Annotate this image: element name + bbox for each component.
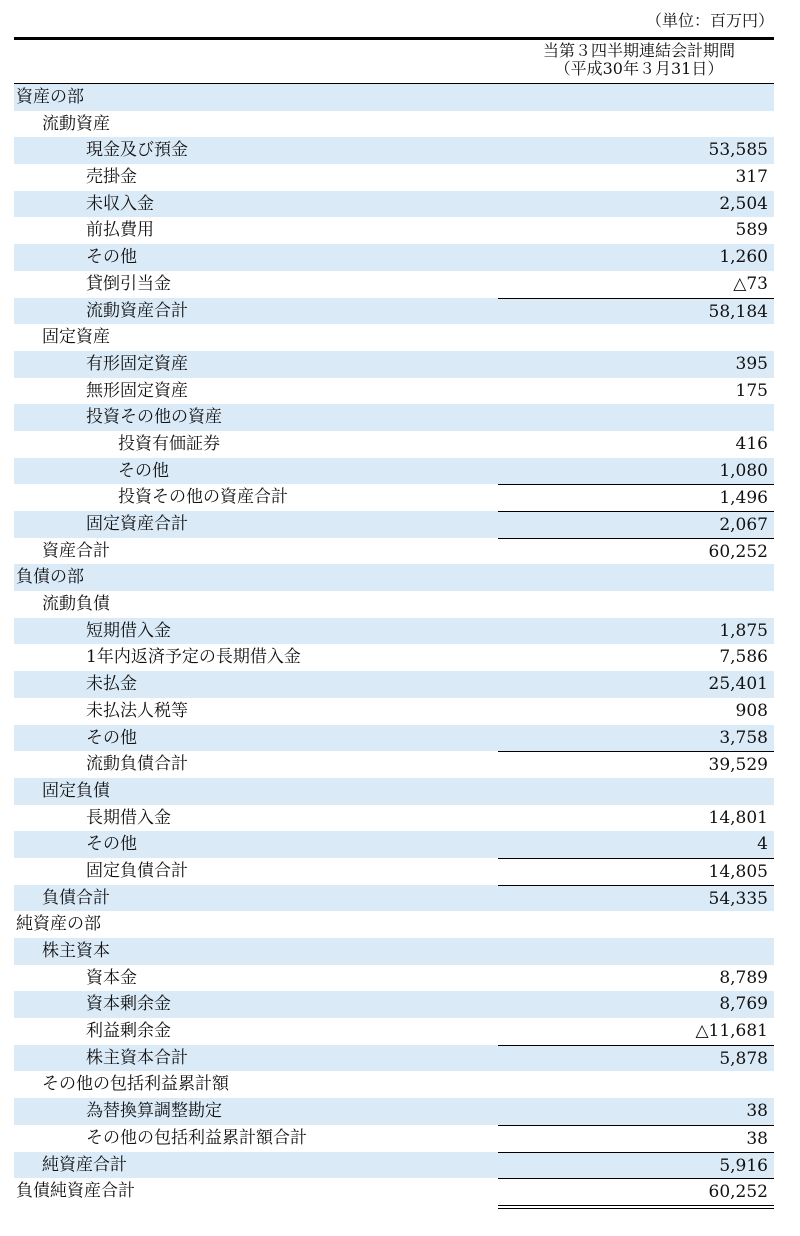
row-label: 現金及び預金 bbox=[86, 140, 188, 161]
row-label: 利益剰余金 bbox=[86, 1021, 171, 1042]
row-label: 前払費用 bbox=[86, 220, 154, 241]
table-row bbox=[14, 164, 774, 191]
table-row bbox=[14, 1045, 774, 1072]
balance-sheet-table bbox=[14, 37, 774, 1205]
row-label: 負債の部 bbox=[16, 567, 84, 588]
row-label: 無形固定資産 bbox=[86, 380, 188, 401]
row-value: 7,586 bbox=[719, 647, 768, 668]
row-label: 未収入金 bbox=[86, 193, 154, 214]
closing-double-rule bbox=[498, 1205, 774, 1209]
period-date: （平成30年３月31日） bbox=[554, 59, 724, 78]
row-value: 317 bbox=[735, 167, 768, 188]
row-label: 流動資産 bbox=[42, 113, 110, 134]
table-row bbox=[14, 858, 774, 885]
row-label: 負債合計 bbox=[42, 887, 110, 908]
row-label: 長期借入金 bbox=[86, 807, 171, 828]
table-row bbox=[14, 725, 774, 752]
table-row bbox=[14, 378, 774, 405]
row-value: △11,681 bbox=[695, 1021, 768, 1042]
row-label: 純資産合計 bbox=[42, 1154, 127, 1175]
row-label: その他の包括利益累計額 bbox=[42, 1074, 229, 1095]
row-value: △73 bbox=[733, 273, 768, 294]
row-label: 流動負債合計 bbox=[86, 754, 188, 775]
row-label: 為替換算調整勘定 bbox=[86, 1101, 222, 1122]
period-column-header bbox=[504, 40, 774, 78]
row-value: 1,496 bbox=[498, 484, 774, 512]
table-row bbox=[14, 778, 774, 805]
table-row bbox=[14, 191, 774, 218]
table-row bbox=[14, 458, 774, 485]
table-row bbox=[14, 671, 774, 698]
row-value: 908 bbox=[735, 700, 768, 721]
table-row bbox=[14, 751, 774, 778]
table-row bbox=[14, 591, 774, 618]
period-title: 当第３四半期連結会計期間 bbox=[542, 41, 735, 60]
row-label: 売掛金 bbox=[86, 167, 137, 188]
table-row bbox=[14, 831, 774, 858]
table-row bbox=[14, 885, 774, 912]
row-value: 58,184 bbox=[498, 298, 774, 326]
row-value: 1,080 bbox=[719, 460, 768, 481]
row-label: 投資その他の資産合計 bbox=[118, 487, 288, 508]
table-row bbox=[14, 698, 774, 725]
row-value: 25,401 bbox=[708, 674, 768, 695]
row-label: 短期借入金 bbox=[86, 620, 171, 641]
row-value: 54,335 bbox=[498, 885, 774, 913]
row-value: 60,252 bbox=[498, 538, 774, 566]
row-label: 固定負債合計 bbox=[86, 860, 188, 881]
row-value: 14,801 bbox=[708, 807, 768, 828]
table-row bbox=[14, 991, 774, 1018]
table-row bbox=[14, 965, 774, 992]
row-label: その他 bbox=[86, 727, 137, 748]
table-row bbox=[14, 644, 774, 671]
unit-label: （単位：百万円） bbox=[645, 11, 774, 30]
row-label: 資産合計 bbox=[42, 540, 110, 561]
table-row bbox=[14, 1071, 774, 1098]
row-value: 2,067 bbox=[498, 511, 774, 539]
row-label: 投資その他の資産 bbox=[86, 407, 222, 428]
row-label: 株主資本合計 bbox=[86, 1047, 188, 1068]
table-row bbox=[14, 244, 774, 271]
row-value: 1,260 bbox=[719, 247, 768, 268]
table-header bbox=[14, 37, 774, 84]
table-row bbox=[14, 324, 774, 351]
row-value: 38 bbox=[498, 1125, 774, 1153]
row-label: 純資産の部 bbox=[16, 914, 101, 935]
row-label: 未払金 bbox=[86, 674, 137, 695]
table-row bbox=[14, 217, 774, 244]
table-body bbox=[14, 84, 774, 1205]
row-value: 175 bbox=[735, 380, 768, 401]
row-value: 3,758 bbox=[719, 727, 768, 748]
row-label: 固定負債 bbox=[42, 780, 110, 801]
table-row bbox=[14, 618, 774, 645]
table-row bbox=[14, 1018, 774, 1045]
row-label: 負債純資産合計 bbox=[16, 1181, 135, 1202]
table-row bbox=[14, 404, 774, 431]
row-value: 416 bbox=[735, 433, 768, 454]
table-row bbox=[14, 911, 774, 938]
row-label: 固定資産合計 bbox=[86, 514, 188, 534]
row-value: 39,529 bbox=[498, 751, 774, 779]
row-value: 4 bbox=[757, 834, 768, 855]
row-label: 株主資本 bbox=[42, 941, 110, 961]
table-row bbox=[14, 538, 774, 565]
row-label: 資産の部 bbox=[16, 87, 84, 107]
row-label: その他 bbox=[86, 834, 137, 855]
row-value: 38 bbox=[746, 1101, 768, 1122]
row-label: その他 bbox=[118, 460, 169, 481]
table-row bbox=[14, 1098, 774, 1125]
table-row bbox=[14, 431, 774, 458]
row-label: 未払法人税等 bbox=[86, 700, 188, 721]
row-value: 8,769 bbox=[719, 994, 768, 1015]
row-label: 1年内返済予定の長期借入金 bbox=[86, 647, 301, 668]
row-label: 流動負債 bbox=[42, 594, 110, 615]
row-value: 395 bbox=[735, 353, 768, 374]
row-value: 14,805 bbox=[498, 858, 774, 886]
table-row bbox=[14, 564, 774, 591]
table-row bbox=[14, 271, 774, 298]
table-row bbox=[14, 938, 774, 965]
row-value: 60,252 bbox=[498, 1178, 774, 1206]
table-row bbox=[14, 137, 774, 164]
row-value: 2,504 bbox=[719, 193, 768, 214]
table-row bbox=[14, 1178, 774, 1205]
table-row bbox=[14, 1152, 774, 1179]
row-label: 投資有価証券 bbox=[118, 433, 220, 454]
row-label: 資本金 bbox=[86, 967, 137, 988]
row-value: 53,585 bbox=[708, 140, 768, 161]
table-row bbox=[14, 111, 774, 138]
table-row bbox=[14, 484, 774, 511]
table-row bbox=[14, 298, 774, 325]
table-row bbox=[14, 1125, 774, 1152]
table-row bbox=[14, 351, 774, 378]
row-value: 5,916 bbox=[498, 1152, 774, 1180]
row-label: 流動資産合計 bbox=[86, 300, 188, 321]
row-label: その他 bbox=[86, 247, 137, 268]
row-value: 5,878 bbox=[498, 1045, 774, 1073]
row-label: 固定資産 bbox=[42, 327, 110, 348]
row-label: 貸倒引当金 bbox=[86, 273, 171, 294]
table-row bbox=[14, 805, 774, 832]
row-value: 8,789 bbox=[719, 967, 768, 988]
row-label: 資本剰余金 bbox=[86, 994, 171, 1015]
row-label: 有形固定資産 bbox=[86, 353, 188, 374]
table-row bbox=[14, 84, 774, 111]
row-value: 1,875 bbox=[719, 620, 768, 641]
row-label: その他の包括利益累計額合計 bbox=[86, 1127, 307, 1148]
table-row bbox=[14, 511, 774, 538]
row-value: 589 bbox=[735, 220, 768, 241]
